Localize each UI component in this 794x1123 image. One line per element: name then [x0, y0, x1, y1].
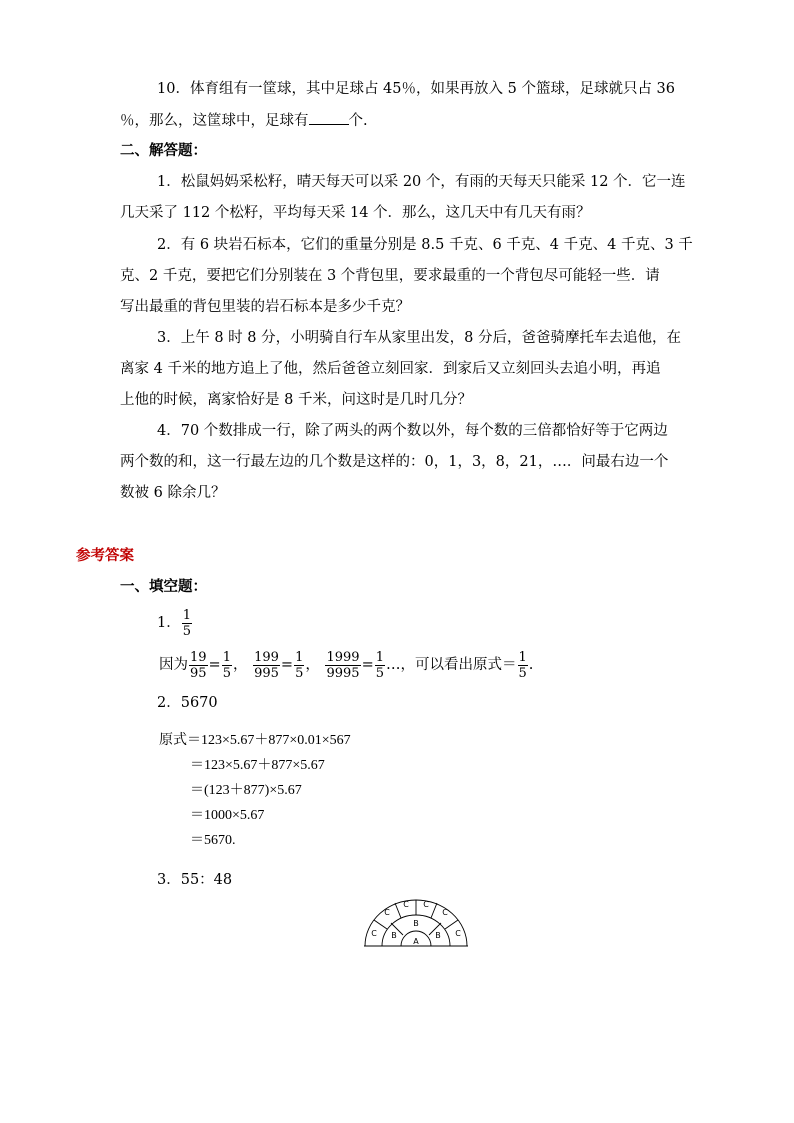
problem-4-line2: 两个数的和，这一行最左边的几个数是这样的：0，1，3，8，21，…．问最右边一个	[120, 454, 669, 470]
q10-line2-pre: ％，那么，这筐球中，足球有	[120, 113, 309, 129]
problem-4-line1: 4．70 个数排成一行，除了两头的两个数以外，每个数的三倍都恰好等于它两边	[157, 423, 668, 439]
answer-3-label: 3．55：48	[157, 872, 233, 888]
answer-1-fraction: $\frac{1}{5}$	[182, 607, 192, 639]
semicircle-diagram	[360, 896, 472, 950]
middle-label-2: B	[413, 919, 419, 928]
problem-2-line3: 写出最重的背包里装的岩石标本是多少千克？	[120, 299, 410, 315]
q10-line2-post: 个.	[348, 113, 368, 129]
answers-title: 参考答案	[76, 548, 134, 564]
answer-2-step5: ＝5670.	[190, 833, 236, 848]
middle-label-3: B	[435, 931, 441, 940]
answers-section-1-title: 一、填空题：	[120, 579, 207, 595]
outer-label-5: C	[442, 908, 448, 917]
problem-3-line1: 3．上午 8 时 8 分，小明骑自行车从家里出发，8 分后，爸爸骑摩托车去追他，在	[157, 330, 681, 346]
inner-label: A	[413, 937, 419, 946]
middle-label-1: B	[391, 931, 397, 940]
answer-2-label: 2．5670	[157, 695, 218, 711]
problem-3-line3: 上他的时候，离家恰好是 8 千米，问这时是几时几分？	[120, 392, 472, 408]
outer-label-6: C	[455, 929, 461, 938]
answer-2-step4: ＝1000×5.67	[190, 808, 265, 823]
answer-2-step3: ＝(123＋877)×5.67	[190, 783, 302, 798]
problem-1-line2: 几天采了 112 个松籽，平均每天采 14 个．那么，这几天中有几天有雨？	[120, 205, 591, 221]
outer-label-1: C	[371, 929, 377, 938]
problem-1-line1: 1．松鼠妈妈采松籽，晴天每天可以采 20 个，有雨的天每天只能采 12 个．它一连	[157, 174, 686, 190]
fraction-1-5-a: $\frac{1}{5}$	[222, 649, 231, 681]
fraction-199-995: $\frac{199}{995}$	[254, 649, 279, 681]
answer-1	[157, 606, 193, 640]
outer-label-4: C	[423, 900, 429, 909]
problem-3-line2: 离家 4 千米的地方追上了他，然后爸爸立刻回家．到家后又立刻回头去追小明，再追	[120, 361, 661, 377]
q10-line1: 10．体育组有一筐球，其中足球占 45％，如果再放入 5 个篮球，足球就只占 36	[157, 81, 676, 97]
problem-4-line3: 数被 6 除余几？	[120, 485, 226, 501]
answer-1-explanation: 因为 $\frac{19}{95}$ = $\frac{1}{5}$ ， $\frac{199}{995}$ = $\frac{1}{5}$ ， $\frac{1999}{9995}$ = $\frac{1}{5}$ …，可以看出原式＝ $\frac{1}{5}$ .	[159, 649, 534, 681]
fraction-19-95: $\frac{19}{95}$	[190, 649, 207, 681]
fraction-1-5-d: $\frac{1}{5}$	[518, 649, 527, 681]
answer-blank	[309, 110, 349, 125]
outer-label-3: C	[403, 900, 409, 909]
q10-line2	[120, 110, 368, 131]
outer-label-2: C	[384, 908, 390, 917]
problem-2-line1: 2．有 6 块岩石标本，它们的重量分别是 8.5 千克、6 千克、4 千克、4 千克、3 千	[157, 237, 693, 253]
answer-2-step2: ＝123×5.67＋877×5.67	[190, 758, 325, 773]
problem-2-line2: 克、2 千克，要把它们分别装在 3 个背包里，要求最重的一个背包尽可能轻一些．请	[120, 268, 660, 284]
section-2-title: 二、解答题：	[120, 143, 207, 159]
fraction-1-5-c: $\frac{1}{5}$	[375, 649, 384, 681]
answer-1-label: 1．	[157, 615, 181, 631]
fraction-1999-9995: $\frac{1999}{9995}$	[326, 649, 360, 681]
fraction-1-5-b: $\frac{1}{5}$	[295, 649, 304, 681]
answer-2-step1: 原式＝123×5.67＋877×0.01×567	[159, 733, 351, 748]
